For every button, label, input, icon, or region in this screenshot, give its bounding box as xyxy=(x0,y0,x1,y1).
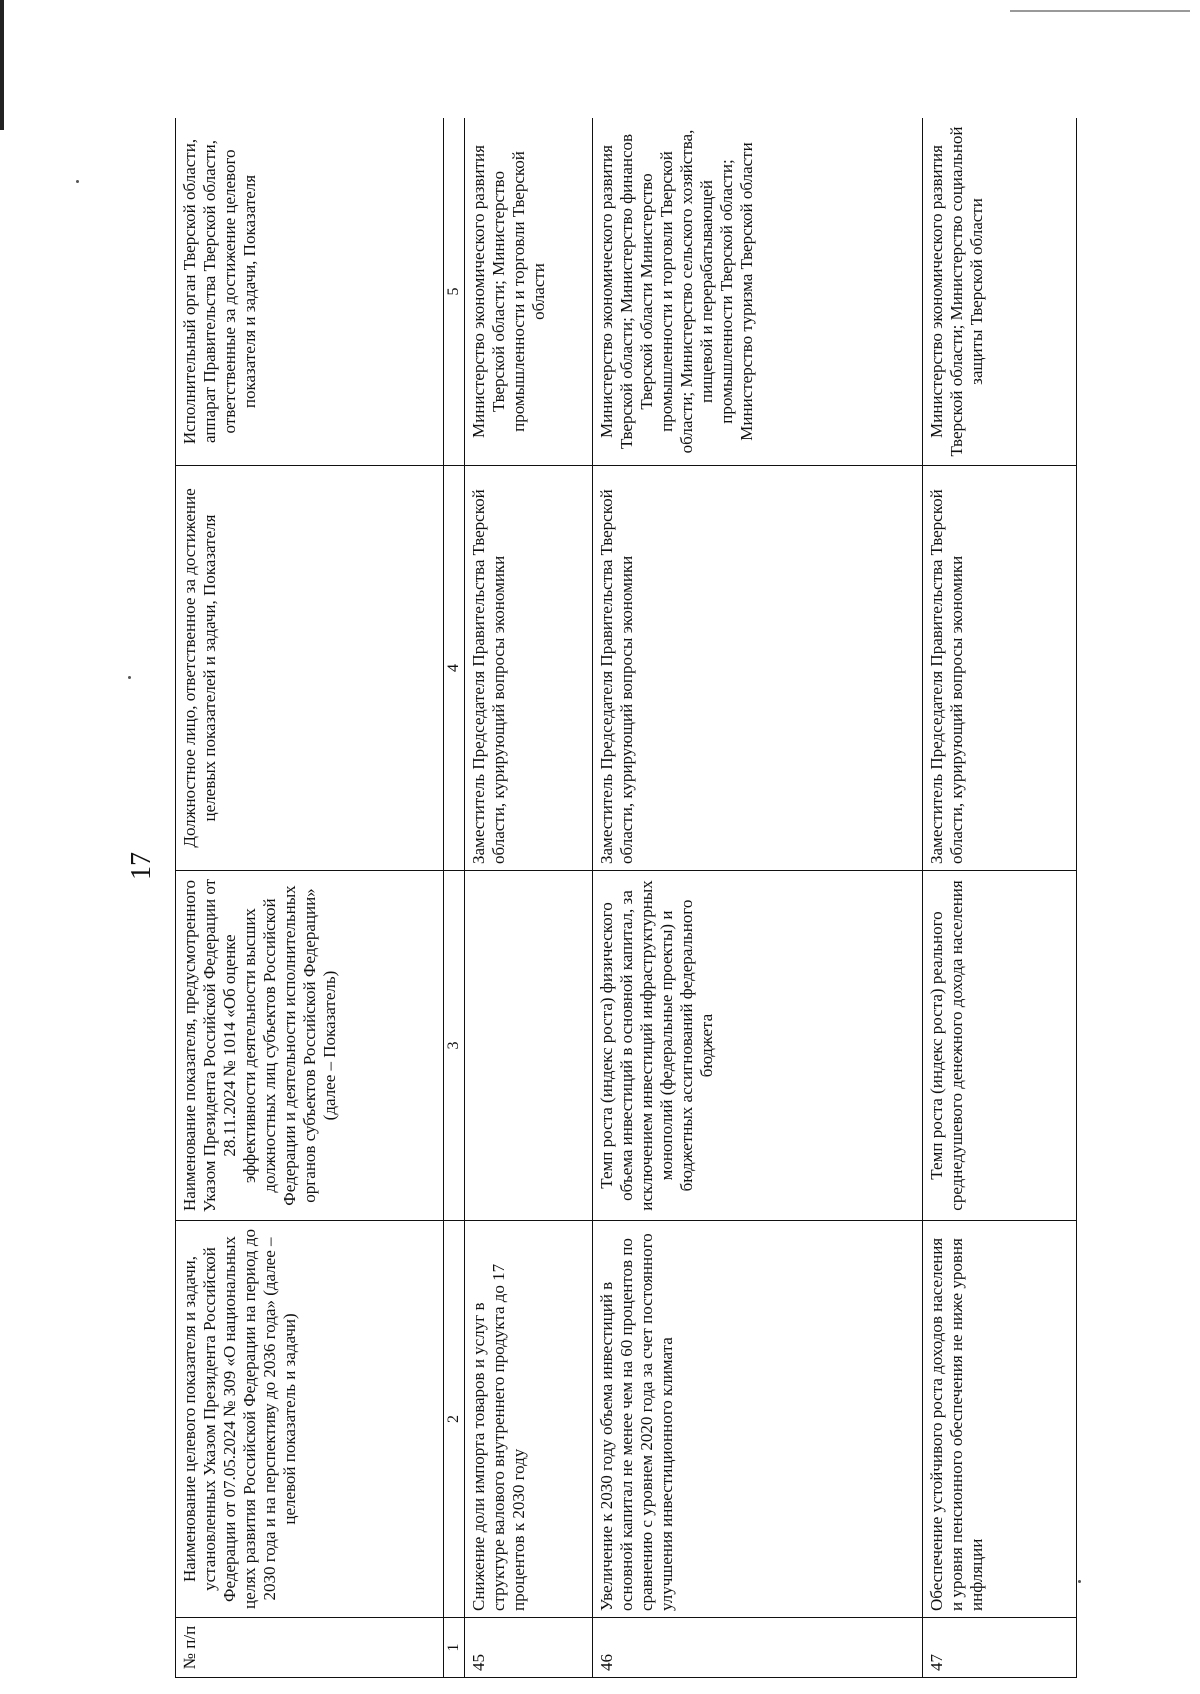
scan-speck xyxy=(1078,1580,1081,1583)
indicator-cell: Темп роста (индекс роста) физического объема инвестиций в основной капитал, за исключением инвестиций инфраструктурных монополий (федеральные проекты) и бюджетных ассигнований федерального бюджета xyxy=(593,871,923,1221)
header-number: № п/п xyxy=(176,1618,444,1678)
official-cell: Заместитель Председателя Правительства Тверской области, курирующий вопросы экономики xyxy=(593,466,923,871)
goal-cell: Увеличение к 2030 году объема инвестиций в основной капитал не менее чем на 60 процентов по сравнению с уровнем 2020 года за счет постоянного улучшения инвестиционного климата xyxy=(593,1221,923,1618)
goals-table xyxy=(175,118,1077,1678)
bodies-cell: Министерство экономического развития Тверской области; Министерство промышленности и торговли Тверской области xyxy=(465,118,593,466)
scan-speck xyxy=(128,676,131,679)
table-row xyxy=(465,118,593,1678)
table-row xyxy=(923,118,1077,1678)
header-indicator: Наименование показателя, предусмотренного Указом Президента Российской Федерации от 28.11.2024 № 1014 «Об оценке эффективности деятельности высших должностных лиц субъектов Российской Федерации и деятельности исполнительных органов субъектов Российской Федерации» (далее – Показатель) xyxy=(176,871,444,1221)
scan-edge-left xyxy=(0,0,4,130)
column-number: 2 xyxy=(444,1221,465,1618)
scan-edge-top xyxy=(1010,10,1190,12)
bodies-cell: Министерство экономического развития Тверской области; Министерство финансов Тверской области Министерство промышленности и торговли Тверской области; Министерство сельского хозяйства, пищевой и перерабатывающей промышленности Тверской области; Министерство туризма Тверской области xyxy=(593,118,923,466)
indicator-cell: Темп роста (индекс роста) реального среднедушевого денежного дохода населения xyxy=(923,871,1077,1221)
column-number: 5 xyxy=(444,118,465,466)
header-goal: Наименование целевого показателя и задачи, установленных Указом Президента Российской Федерации от 07.05.2024 № 309 «О национальных целях развития Российской Федерации на период до 2030 года и на перспективу до 2036 года» (далее – целевой показатель и задачи) xyxy=(176,1221,444,1618)
indicator-cell xyxy=(465,871,593,1221)
column-number: 1 xyxy=(444,1618,465,1678)
table-container xyxy=(175,118,1077,1678)
official-cell: Заместитель Председателя Правительства Тверской области, курирующий вопросы экономики xyxy=(923,466,1077,871)
column-number-row xyxy=(444,118,465,1678)
table-row xyxy=(593,118,923,1678)
header-row xyxy=(176,118,444,1678)
bodies-cell: Министерство экономического развития Тверской области; Министерство социальной защиты Тверской области xyxy=(923,118,1077,466)
page-number: 17 xyxy=(126,852,157,880)
column-number: 3 xyxy=(444,871,465,1221)
header-bodies: Исполнительный орган Тверской области, аппарат Правительства Тверской области, ответственные за достижение целевого показателя и задачи, Показателя xyxy=(176,118,444,466)
scan-speck xyxy=(76,180,79,183)
official-cell: Заместитель Председателя Правительства Тверской области, курирующий вопросы экономики xyxy=(465,466,593,871)
goal-cell: Снижение доли импорта товаров и услуг в структуре валового внутреннего продукта до 17 процентов к 2030 году xyxy=(465,1221,593,1618)
row-number: 45 xyxy=(465,1618,593,1678)
goal-cell: Обеспечение устойчивого роста доходов населения и уровня пенсионного обеспечения не ниже уровня инфляции xyxy=(923,1221,1077,1618)
column-number: 4 xyxy=(444,466,465,871)
header-official: Должностное лицо, ответственное за достижение целевых показателей и задачи, Показателя xyxy=(176,466,444,871)
row-number: 47 xyxy=(923,1618,1077,1678)
row-number: 46 xyxy=(593,1618,923,1678)
rotated-table-frame xyxy=(175,118,1077,1678)
